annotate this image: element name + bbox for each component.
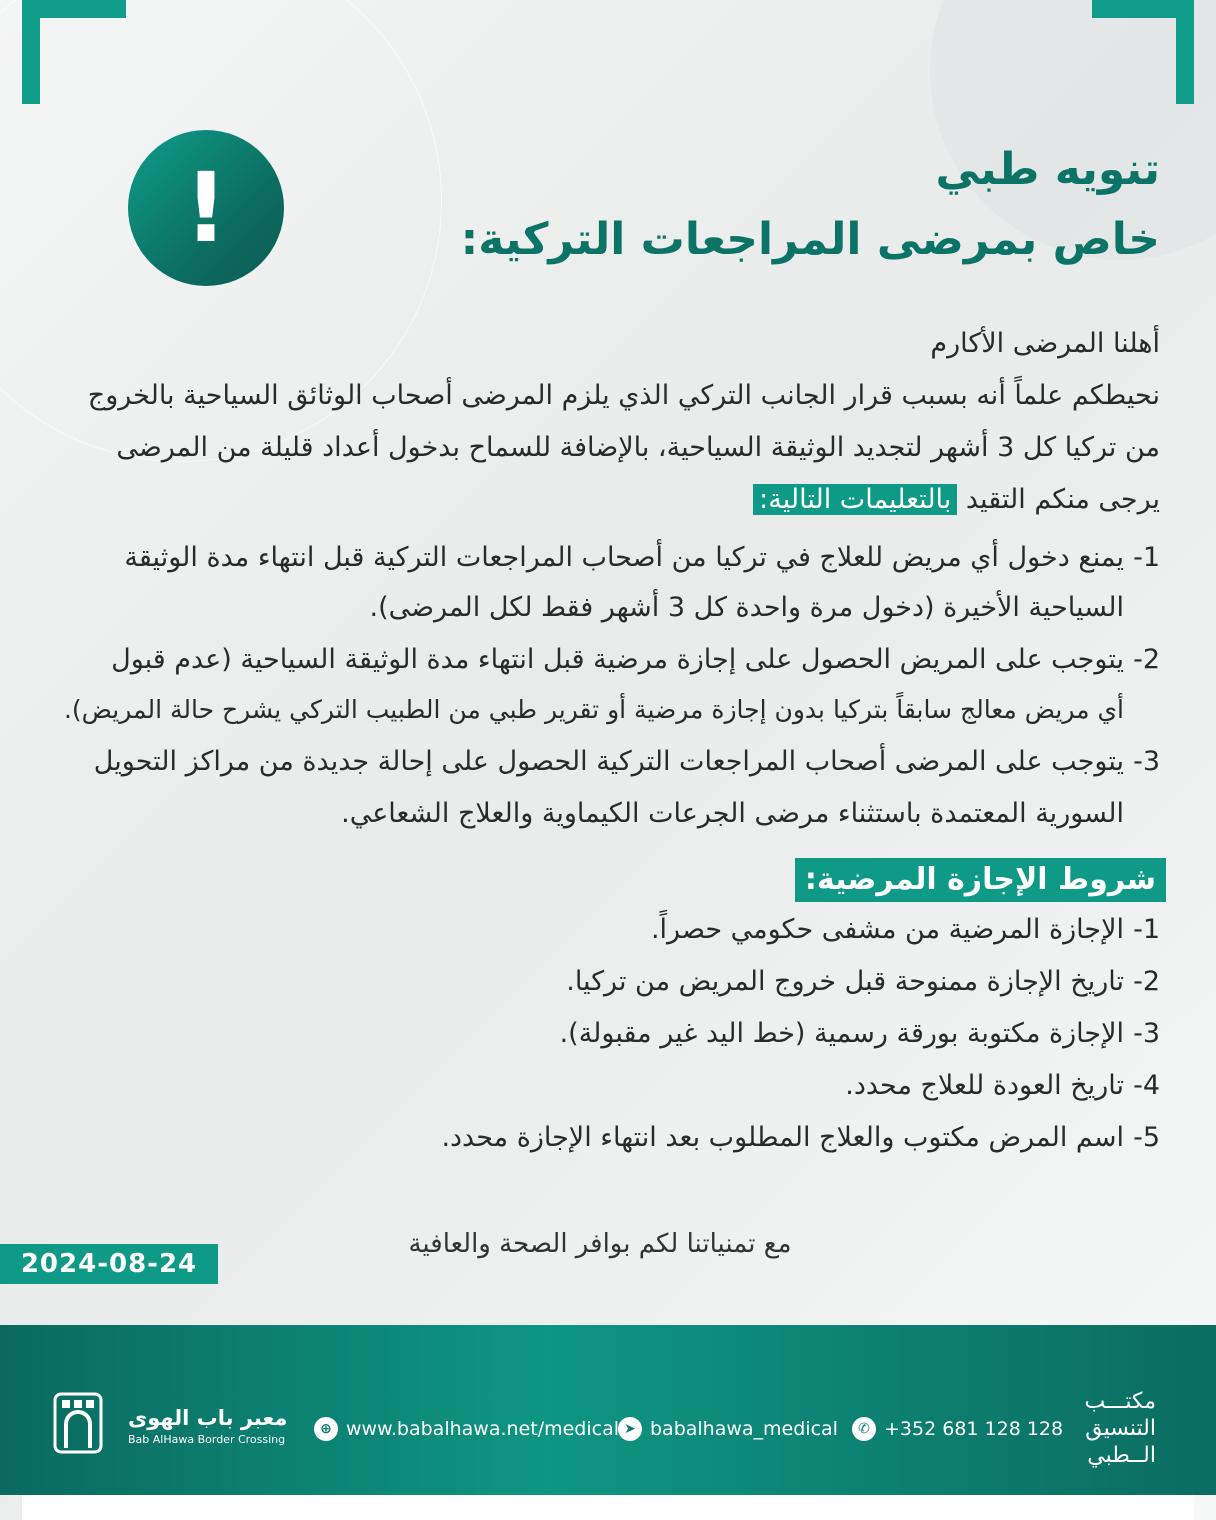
instruction-line: يمنع دخول أي مريض للعلاج في تركيا من أصحاب المراجعات التركية قبل انتهاء مدة الوثيقة [124,542,1124,573]
footer-bottom-strip [22,1495,1194,1520]
phone-number[interactable]: +352 681 128 128 [884,1418,1064,1440]
instruction-line: أي مريض معالج سابقاً بتركيا بدون إجازة مرضية أو تقرير طبي من الطبيب التركي يشرح حالة المريض). [63,695,1124,724]
condition-number: 5- [1133,1122,1160,1153]
instruction-line: يتوجب على المريض الحصول على إجازة مرضية قبل انتهاء مدة الوثيقة السياحية (عدم قبول [111,644,1124,675]
closing-message: مع تمنياتنا لكم بوافر الصحة والعافية [408,1229,792,1259]
condition-number: 4- [1133,1070,1160,1101]
exclamation-symbol: ! [184,152,228,264]
instruction-number: 1- [1133,542,1160,573]
instructions-highlight: بالتعليمات التالية: [753,484,957,515]
office-line: الــطبي [1087,1443,1156,1468]
condition-item: تاريخ الإجازة ممنوحة قبل خروج المريض من تركيا. [566,966,1124,997]
page-title: تنويه طبي [935,144,1160,195]
condition-number: 3- [1133,1018,1160,1049]
logo-english-name: Bab AlHawa Border Crossing [128,1433,286,1446]
condition-item: الإجازة المرضية من مشفى حكومي حصراً. [650,914,1124,945]
office-line: مكتـــب [1084,1389,1156,1414]
corner-bracket-top-left-v [22,0,40,104]
corner-bracket-top-right-v [1176,0,1194,104]
date-badge: 2024-08-24 [0,1244,218,1284]
website-link[interactable]: www.babalhawa.net/medical [346,1418,619,1440]
instruction-number: 2- [1133,644,1160,675]
condition-item: اسم المرض مكتوب والعلاج المطلوب بعد انتهاء الإجازة محدد. [441,1122,1124,1153]
intro-line: من تركيا كل 3 أشهر لتجديد الوثيقة السياحية، بالإضافة للسماح بدخول أعداد قليلة من المرضى [116,432,1160,463]
office-line: التنسيق [1085,1416,1156,1441]
condition-item: الإجازة مكتوبة بورقة رسمية (خط اليد غير مقبولة). [559,1018,1124,1049]
instruction-line: يتوجب على المرضى أصحاب المراجعات التركية الحصول على إحالة جديدة من مراكز التحويل [93,746,1124,777]
instruction-line: السياحية الأخيرة (دخول مرة واحدة كل 3 أشهر فقط لكل المرضى). [369,592,1124,623]
telegram-handle[interactable]: babalhawa_medical [650,1418,838,1440]
globe-icon: ⊕ [314,1417,338,1441]
conditions-heading: شروط الإجازة المرضية: [795,858,1166,902]
intro-line: نحيطكم علماً أنه بسبب قرار الجانب التركي الذي يلزم المرضى أصحاب الوثائق السياحية بالخروج [87,380,1160,411]
instruction-number: 3- [1133,746,1160,777]
telegram-icon: ➤ [618,1417,642,1441]
whatsapp-icon: ✆ [852,1417,876,1441]
page-subtitle: خاص بمرضى المراجعات التركية: [460,214,1160,265]
condition-number: 2- [1133,966,1160,997]
logo-arabic-name: معبر باب الهوى [128,1406,288,1430]
intro-text: يرجى منكم التقيد [957,484,1160,515]
greeting: أهلنا المرضى الأكارم [930,328,1160,359]
instruction-line: السورية المعتمدة باستثناء مرضى الجرعات الكيماوية والعلاج الشعاعي. [341,798,1124,829]
condition-item: تاريخ العودة للعلاج محدد. [845,1070,1124,1101]
bab-alhawa-logo [52,1392,104,1454]
exclamation-icon [128,130,284,286]
condition-number: 1- [1133,914,1160,945]
intro-line-instructions [50,480,1160,520]
